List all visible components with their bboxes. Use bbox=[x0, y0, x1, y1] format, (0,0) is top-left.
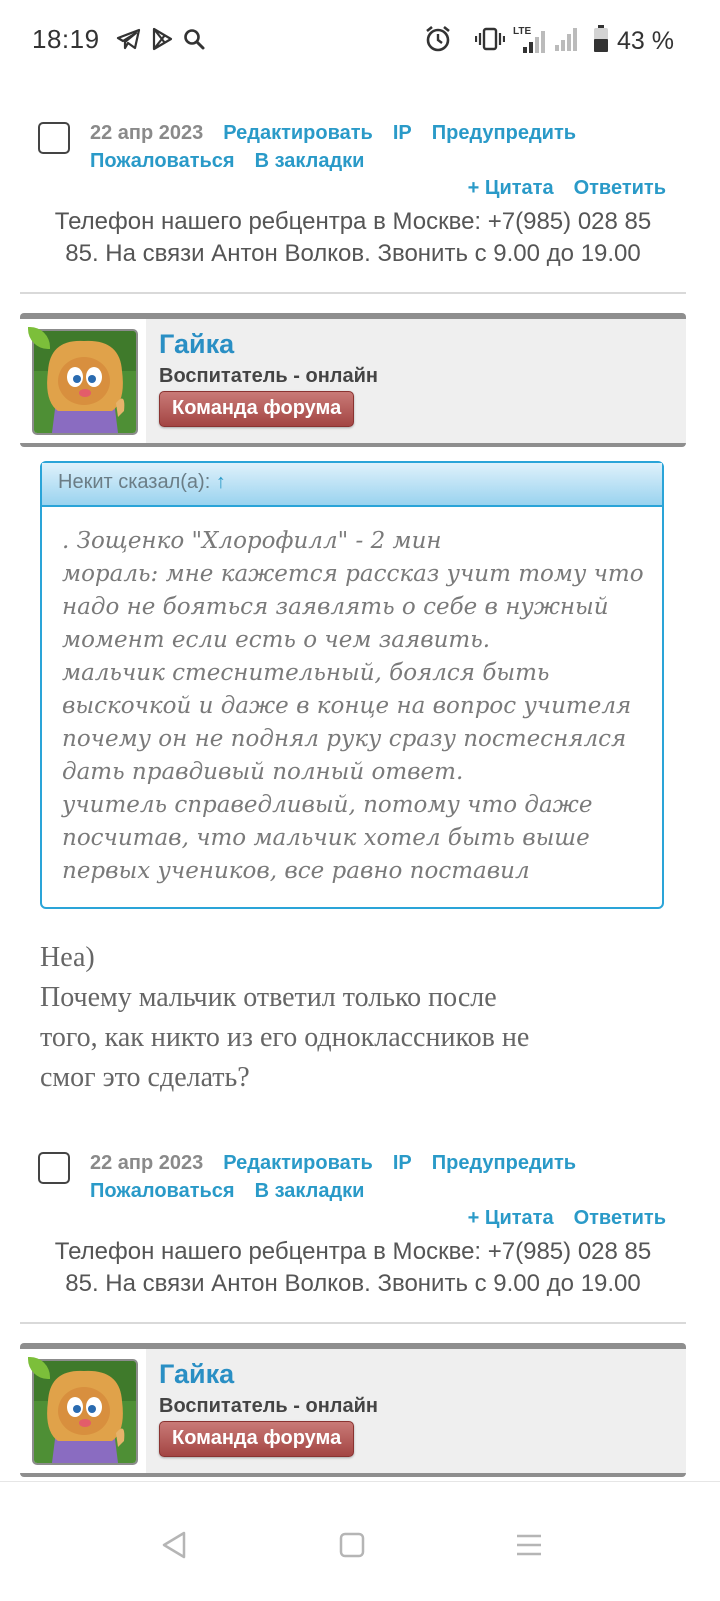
status-time: 18:19 bbox=[32, 24, 100, 54]
quote-line: мораль: мне кажется рассказ учит тому что bbox=[62, 561, 644, 587]
status-bar bbox=[0, 0, 720, 80]
select-post-checkbox[interactable] bbox=[38, 1152, 70, 1184]
status-left-icons bbox=[116, 28, 206, 54]
quote-button[interactable]: + Цитата bbox=[467, 177, 554, 199]
signal-icon bbox=[555, 25, 579, 58]
status-right-icons bbox=[423, 24, 674, 59]
quote-line: мальчик стеснительный, боялся быть bbox=[62, 660, 550, 686]
signature-line: 85. На связи Антон Волков. Звонить с 9.00 до 19.00 bbox=[65, 1270, 641, 1297]
bookmark-link[interactable]: В закладки bbox=[254, 150, 365, 172]
user-status: Воспитатель - онлайн bbox=[159, 1395, 379, 1417]
signature-line: Телефон нашего ребцентра в Москве: +7(985) 028 85 bbox=[54, 1238, 652, 1265]
home-icon[interactable] bbox=[327, 1520, 377, 1570]
quote-line: . Зощенко "Хлорофилл" - 2 мин bbox=[62, 528, 442, 554]
reply-button[interactable]: Ответить bbox=[573, 177, 666, 199]
quote-line: надо не бояться заявлять о себе в нужный bbox=[62, 594, 609, 620]
select-post-checkbox[interactable] bbox=[38, 122, 70, 154]
user-role-badge: Команда форума bbox=[159, 1421, 354, 1457]
report-link[interactable]: Пожаловаться bbox=[90, 150, 235, 172]
warn-link[interactable]: Предупредить bbox=[431, 1152, 577, 1174]
bookmark-link[interactable]: В закладки bbox=[254, 1180, 365, 1202]
play-store-icon bbox=[150, 27, 174, 56]
post-text-line: Почему мальчик ответил только после bbox=[40, 982, 497, 1013]
post-date: 22 апр 2023 bbox=[90, 1152, 204, 1174]
avatar-container bbox=[20, 319, 146, 443]
vibrate-icon bbox=[475, 26, 505, 57]
user-info-block bbox=[20, 1343, 686, 1477]
post-body bbox=[40, 938, 680, 1098]
quote-button[interactable]: + Цитата bbox=[467, 1207, 554, 1229]
network-label: LTE bbox=[513, 25, 532, 37]
post-actions-row bbox=[90, 122, 576, 145]
menu-icon[interactable] bbox=[504, 1520, 554, 1570]
post-actions-row bbox=[90, 1152, 576, 1175]
post-footer bbox=[20, 1152, 686, 1326]
username-link[interactable]: Гайка bbox=[159, 329, 235, 359]
signature bbox=[20, 206, 686, 270]
lte-signal-icon bbox=[513, 27, 547, 57]
report-link[interactable]: Пожаловаться bbox=[90, 1180, 235, 1202]
quote-line: дать правдивый полный ответ. bbox=[62, 759, 464, 785]
system-nav-bar bbox=[0, 1481, 720, 1601]
post-reply-row bbox=[468, 1207, 666, 1230]
post-date: 22 апр 2023 bbox=[90, 122, 204, 144]
avatar-container bbox=[20, 1349, 146, 1473]
edit-link[interactable]: Редактировать bbox=[223, 1152, 373, 1174]
signature bbox=[20, 1236, 686, 1300]
telegram-icon bbox=[116, 27, 142, 56]
quote-line: момент если есть о чем заявить. bbox=[62, 627, 491, 653]
quote-line: выскочкой и даже в конце на вопрос учителя bbox=[62, 693, 632, 719]
user-info-block bbox=[20, 313, 686, 447]
post-text-line: того, как никто из его одноклассников не bbox=[40, 1022, 530, 1053]
quote-block bbox=[40, 461, 664, 909]
post-text-line: Неа) bbox=[40, 942, 95, 973]
quote-line: посчитав, что мальчик хотел быть выше bbox=[62, 825, 590, 851]
user-status: Воспитатель - онлайн bbox=[159, 365, 379, 387]
edit-link[interactable]: Редактировать bbox=[223, 122, 373, 144]
post-text-line: смог это сделать? bbox=[40, 1062, 250, 1093]
post-reply-row bbox=[468, 177, 666, 200]
battery-percent: 43 % bbox=[617, 27, 674, 55]
battery-icon bbox=[593, 25, 609, 58]
post-separator bbox=[20, 1322, 686, 1324]
ip-link[interactable]: IP bbox=[392, 1152, 412, 1174]
user-role-badge: Команда форума bbox=[159, 391, 354, 427]
username-link[interactable]: Гайка bbox=[159, 1359, 235, 1389]
quote-line: первых учеников, все равно поставил bbox=[62, 858, 530, 884]
reply-button[interactable]: Ответить bbox=[573, 1207, 666, 1229]
quote-header bbox=[42, 463, 662, 507]
quote-jump-arrow-icon[interactable]: ↑ bbox=[215, 471, 226, 493]
post-separator bbox=[20, 292, 686, 294]
alarm-icon bbox=[423, 24, 453, 59]
back-icon[interactable] bbox=[150, 1520, 200, 1570]
quote-author: Некит сказал(а): bbox=[58, 471, 211, 493]
signature-line: 85. На связи Антон Волков. Звонить с 9.00 до 19.00 bbox=[65, 240, 641, 267]
post-actions-row bbox=[90, 1180, 364, 1203]
signature-line: Телефон нашего ребцентра в Москве: +7(985) 028 85 bbox=[54, 208, 652, 235]
post-footer bbox=[20, 122, 686, 296]
search-icon bbox=[182, 27, 206, 56]
post-actions-row bbox=[90, 150, 364, 173]
quote-body bbox=[62, 525, 652, 888]
ip-link[interactable]: IP bbox=[392, 122, 412, 144]
quote-line: учитель справедливый, потому что даже bbox=[62, 792, 593, 818]
quote-line: почему он не поднял руку сразу постеснялся bbox=[62, 726, 627, 752]
quote-header-text bbox=[58, 471, 226, 494]
warn-link[interactable]: Предупредить bbox=[431, 122, 577, 144]
